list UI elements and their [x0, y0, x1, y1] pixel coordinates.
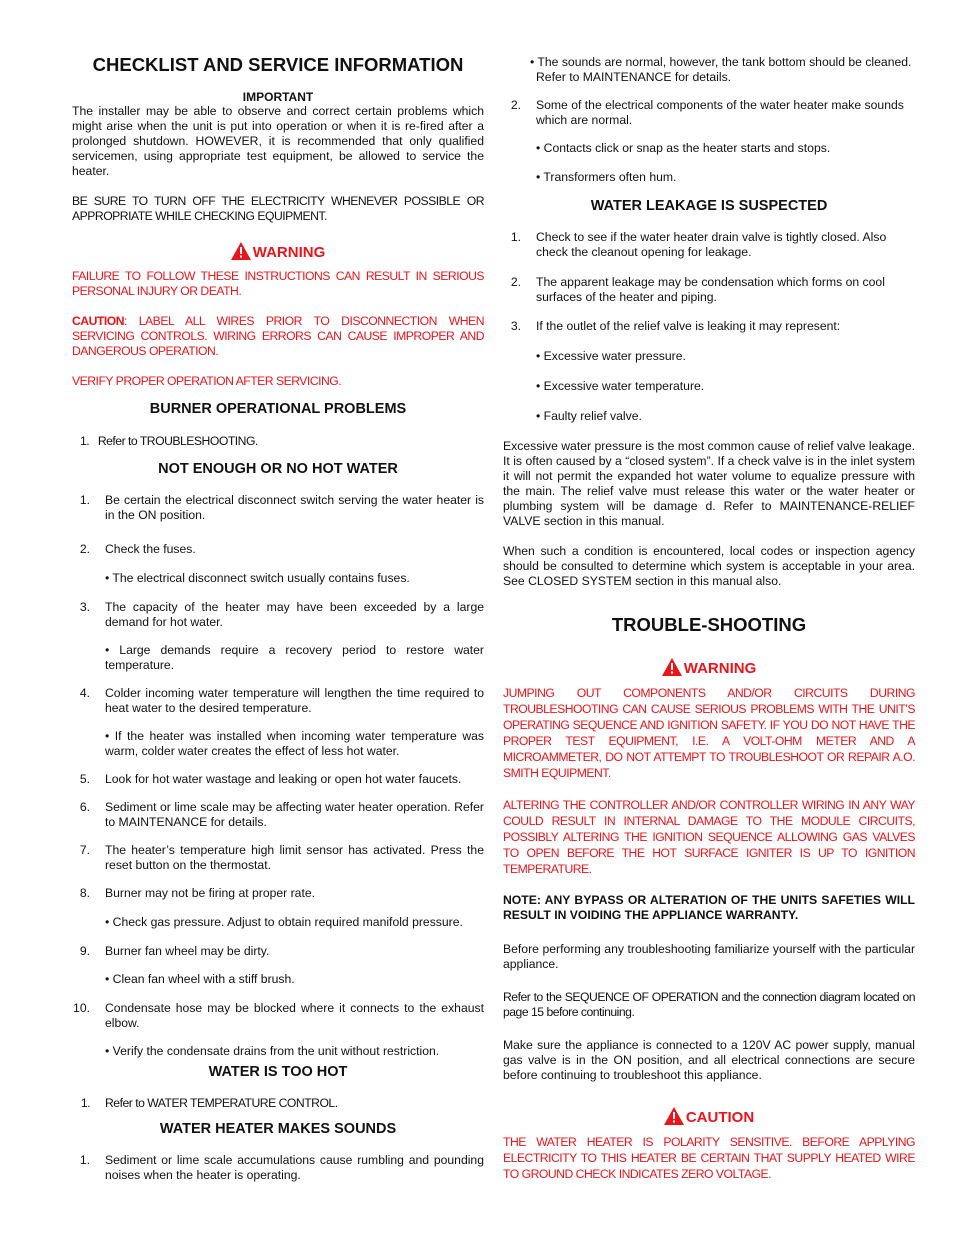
list-number: 1.: [80, 434, 90, 448]
leak-sub-1: • Excessive water pressure.: [536, 349, 686, 363]
sounds-sub-2: • Contacts click or snap as the heater starts and stops.: [536, 141, 831, 155]
list-number: 1.: [79, 493, 90, 507]
list-number: 8.: [79, 886, 90, 900]
list-text: If the outlet of the relief valve is leaking it may represent:: [536, 319, 841, 333]
list-number: 2.: [510, 275, 521, 289]
list-number: 1.: [510, 230, 521, 244]
important-text: The installer may be able to observe and correct certain problems which might arise when the unit is put into operation or when it is re-fired after a prolonged shutdown. HOWEVER, it is recommended that only qualified servicemen, using appropriate test equipment, be allowed to service the heater.: [72, 104, 484, 178]
list-text: Sediment or lime scale may be affecting water heater operation. Refer to MAINTENANCE for details.: [105, 800, 484, 829]
list-number: 3.: [79, 600, 90, 614]
ts-caution-heading: [503, 1107, 915, 1127]
list-number: 7.: [79, 843, 90, 857]
list-number: 6.: [79, 800, 90, 814]
leak-sub-2: • Excessive water temperature.: [536, 379, 705, 393]
sounds-item-2: [503, 98, 915, 128]
list-number: 2.: [510, 98, 521, 112]
verify-text: VERIFY PROPER OPERATION AFTER SERVICING.: [72, 374, 342, 388]
list-number: 1.: [80, 1096, 90, 1110]
list-item: [72, 843, 484, 873]
too-hot-heading: WATER IS TOO HOT: [208, 1064, 348, 1080]
list-text: Sediment or lime scale accumulations cause rumbling and pounding noises when the heater is operating.: [105, 1153, 484, 1182]
list-text: Check the fuses.: [105, 542, 196, 556]
list-number: 1.: [79, 1153, 90, 1167]
codes-paragraph: When such a condition is encountered, local codes or inspection agency should be consulted to determine which system is acceptable in your area. See CLOSED SYSTEM section in this manual also.: [503, 544, 915, 588]
burner-heading: BURNER OPERATIONAL PROBLEMS: [149, 401, 407, 417]
turn-off-text: BE SURE TO TURN OFF THE ELECTRICITY WHENEVER POSSIBLE OR APPROPRIATE WHILE CHECKING EQUIPMENT.: [72, 194, 484, 223]
list-text: Refer to WATER TEMPERATURE CONTROL.: [105, 1096, 338, 1110]
leak-item-3: [503, 319, 915, 334]
list-sub-item: • Clean fan wheel with a stiff brush.: [105, 972, 295, 986]
ts-paragraph-3: Make sure the appliance is connected to a 120V AC power supply, manual gas valve is in the ON position, and all electrical connections are secure before continuing to troubleshoot this appliance.: [503, 1038, 915, 1082]
sounds-sub-3: • Transformers often hum.: [536, 170, 677, 184]
sounds-heading: WATER HEATER MAKES SOUNDS: [159, 1121, 397, 1137]
list-item: [72, 1001, 484, 1031]
list-text: The apparent leakage may be condensation which forms on cool surfaces of the heater and piping.: [536, 275, 885, 304]
ts-warning-text-1: JUMPING OUT COMPONENTS AND/OR CIRCUITS DURING TROUBLESHOOTING CAN CAUSE SERIOUS PROBLEMS WITH THE UNIT’S OPERATING SEQUENCE AND IGNITION SAFETY. IF YOU DO NOT HAVE THE PROPER TEST EQUIPMENT, I.E. A VOLT-OHM METER AND A MICROAMMETER, DO NOT ATTEMPT TO TROUBLESHOOT OR REPAIR A.O. SMITH EQUIPMENT.: [503, 686, 915, 780]
list-number: 4.: [79, 686, 90, 700]
troubleshooting-title: TROUBLE-SHOOTING: [611, 614, 807, 635]
list-text: Burner fan wheel may be dirty.: [105, 944, 270, 958]
list-item: [72, 886, 484, 901]
no-hot-heading: NOT ENOUGH OR NO HOT WATER: [158, 461, 398, 477]
too-hot-item: [72, 1096, 484, 1111]
list-number: 5.: [79, 772, 90, 786]
list-text: Condensate hose may be blocked where it connects to the exhaust elbow.: [105, 1001, 484, 1030]
list-item: [72, 542, 484, 557]
list-sub-item: • Check gas pressure. Adjust to obtain required manifold pressure.: [105, 915, 463, 929]
leak-heading: WATER LEAKAGE IS SUSPECTED: [590, 198, 828, 214]
list-item: [72, 686, 484, 716]
list-number: 3.: [510, 319, 521, 333]
list-sub-item: • Verify the condensate drains from the unit without restriction.: [105, 1044, 440, 1058]
list-item: [72, 600, 484, 630]
list-number: 2.: [79, 542, 90, 556]
list-sub-item: • Large demands require a recovery period to restore water temperature.: [105, 643, 484, 672]
ts-note: NOTE: ANY BYPASS OR ALTERATION OF THE UNITS SAFETIES WILL RESULT IN VOIDING THE APPLIANCE WARRANTY.: [503, 893, 915, 922]
leak-sub-3: • Faulty relief valve.: [536, 409, 642, 423]
leak-item-2: [503, 275, 915, 305]
caution-triangle-icon: [664, 1107, 684, 1125]
ts-paragraph-2: Refer to the SEQUENCE OF OPERATION and the connection diagram located on page 15 before continuing.: [503, 990, 915, 1019]
warning-triangle-icon: [662, 658, 682, 676]
warning-triangle-icon: [231, 242, 251, 260]
list-number: 9.: [79, 944, 90, 958]
ts-caution-label: CAUTION: [685, 1109, 755, 1126]
ts-warning-text-2: ALTERING THE CONTROLLER AND/OR CONTROLLER WIRING IN ANY WAY COULD RESULT IN INTERNAL DAMAGE TO THE MODULE CIRCUITS, POSSIBLY ALTERING THE IGNITION SEQUENCE ALLOWING GAS VALVES TO OPEN BEFORE THE HOT SURFACE IGNITER IS UP TO IGNITION TEMPERATURE.: [503, 798, 915, 876]
list-item: [72, 800, 484, 830]
list-text: Look for hot water wastage and leaking or open hot water faucets.: [105, 772, 462, 786]
caution-text: [72, 314, 484, 359]
pressure-paragraph: Excessive water pressure is the most common cause of relief valve leakage. It is often caused by a “closed system”. If a check valve is in the inlet system it will not permit the expanded hot water volume to equalize pressure with the main. The relief valve must release this water or the water heater or plumbing system will be damage d. Refer to MAINTENANCE-RELIEF VALVE section in this manual.: [503, 439, 915, 528]
ts-paragraph-1: Before performing any troubleshooting familiarize yourself with the particular appliance.: [503, 942, 915, 971]
list-text: Check to see if the water heater drain valve is tightly closed. Also check the cleanout opening for leakage.: [536, 230, 887, 259]
list-text: Be certain the electrical disconnect switch serving the water heater is in the ON position.: [105, 493, 484, 522]
list-item: [72, 493, 484, 523]
list-text: The capacity of the heater may have been exceeded by a large demand for hot water.: [105, 600, 484, 629]
caution-label: CAUTION: [72, 314, 125, 328]
ts-warning-heading: [503, 658, 915, 678]
warning-label: WARNING: [252, 244, 326, 261]
burner-item: [72, 434, 484, 449]
list-text: Some of the electrical components of the water heater make sounds which are normal.: [536, 98, 904, 127]
important-label: IMPORTANT: [242, 90, 314, 104]
list-text: Burner may not be firing at proper rate.: [105, 886, 316, 900]
list-number: 10.: [73, 1001, 90, 1015]
ts-caution-text: THE WATER HEATER IS POLARITY SENSITIVE. BEFORE APPLYING ELECTRICITY TO THIS HEATER BE CERTAIN THAT SUPPLY HEATED WIRE TO GROUND CHECK INDICATES ZERO VOLTAGE.: [503, 1135, 915, 1181]
warning-text: FAILURE TO FOLLOW THESE INSTRUCTIONS CAN RESULT IN SERIOUS PERSONAL INJURY OR DEATH.: [72, 269, 484, 298]
list-sub-item: • The electrical disconnect switch usually contains fuses.: [105, 571, 410, 585]
warning-heading: [72, 242, 484, 262]
list-text: Refer to TROUBLESHOOTING.: [97, 434, 258, 448]
list-sub-item: • If the heater was installed when incoming water temperature was warm, colder water creates the effect of less hot water.: [105, 729, 484, 758]
list-item: [72, 772, 484, 787]
leak-item-1: [503, 230, 915, 260]
ts-warning-label: WARNING: [683, 660, 757, 677]
page-title: CHECKLIST AND SERVICE INFORMATION: [92, 54, 464, 75]
caution-body: : LABEL ALL WIRES PRIOR TO DISCONNECTION WHEN SERVICING CONTROLS. WIRING ERRORS CAN CAUSE IMPROPER AND DANGEROUS OPERATION.: [72, 314, 484, 358]
sounds-item: [72, 1153, 484, 1183]
list-item: [72, 944, 484, 959]
sounds-sub-1: • The sounds are normal, however, the tank bottom should be cleaned. Refer to MAINTENANCE for details.: [530, 55, 912, 84]
list-text: Colder incoming water temperature will lengthen the time required to heat water to the desired temperature.: [105, 686, 484, 715]
list-text: The heater’s temperature high limit sensor has activated. Press the reset button on the thermostat.: [105, 843, 484, 872]
